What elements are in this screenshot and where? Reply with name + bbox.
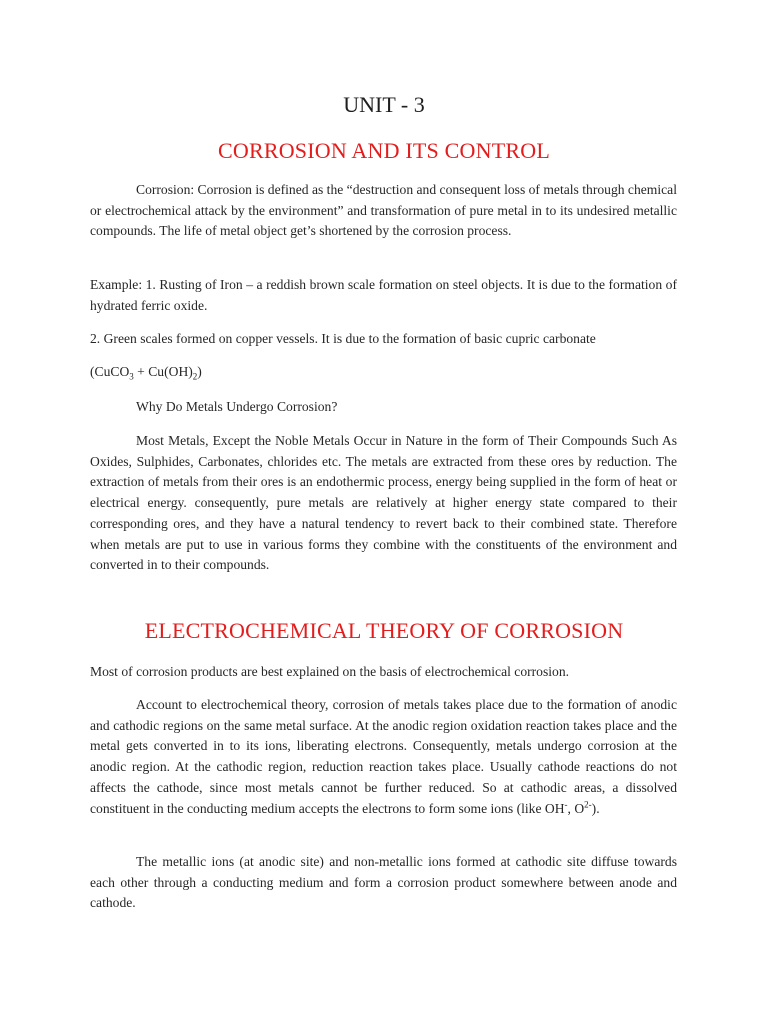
formula-subscript: 2 xyxy=(192,371,198,382)
main-heading: CORROSION AND ITS CONTROL xyxy=(218,138,550,163)
definition-paragraph: Corrosion: Corrosion is defined as the “destruction and consequent loss of metals through chemical or electrochemical attack by the environment” and transformation of pure metal in to its undesired metallic compounds. The life of metal object get’s shortened by the corrosion process. xyxy=(90,182,677,239)
theory-text: Account to electrochemical theory, corrosion of metals takes place due to the formation of anodic and cathodic regions on the same metal surface. At the anodic region oxidation reaction takes place and the metal gets converted in to its ions, liberating electrons. Consequently, metals undergo corrosion at the anodic region. At the cathodic region, reduction reaction takes place. Usually cathode reactions do not affects the cathode, since most metals cannot be further reduced. So at cathodic areas, a dissolved constituent in the conducting medium accepts the electrons to form some ions (like OH xyxy=(90,697,677,816)
chemical-formula xyxy=(90,362,677,383)
formula-part: ) xyxy=(197,364,202,379)
section-heading: ELECTROCHEMICAL THEORY OF CORROSION xyxy=(144,618,624,643)
theory-paragraph xyxy=(90,695,677,819)
formula-part: + Cu(OH) xyxy=(133,364,193,379)
ion-superscript: 2- xyxy=(584,798,592,809)
answer-paragraph: Most Metals, Except the Noble Metals Occur in Nature in the form of Their Compounds Such As Oxides, Sulphides, Carbonates, chlorides etc. The metals are extracted from these ores by reduction. The extraction of metals from their ores is an endothermic process, energy being supplied in the form of heat or electrical energy. consequently, pure metals are relatively at higher energy state compared to their corresponding ores, and they have a natural tendency to revert back to their combined state. Therefore when metals are put to use in various forms they combine with the constituents of the environment and converted in to their compounds. xyxy=(90,433,677,573)
diffusion-paragraph: The metallic ions (at anodic site) and non-metallic ions formed at cathodic site diffuse towards each other through a conducting medium and form a corrosion product somewhere between anode and cathode. xyxy=(90,854,677,911)
example-1-paragraph: Example: 1. Rusting of Iron – a reddish brown scale formation on steel objects. It is due to the formation of hydrated ferric oxide. xyxy=(90,277,677,313)
theory-close: ). xyxy=(591,800,600,816)
unit-title: UNIT - 3 xyxy=(343,92,425,117)
intro-paragraph: Most of corrosion products are best explained on the basis of electrochemical corrosion. xyxy=(90,664,570,679)
formula-subscript: 3 xyxy=(129,371,134,382)
formula-part: (CuCO xyxy=(90,364,130,379)
example-2-paragraph: 2. Green scales formed on copper vessels. It is due to the formation of basic cupric carbonate xyxy=(90,331,596,346)
ion-superscript: - xyxy=(564,798,568,809)
question-line: Why Do Metals Undergo Corrosion? xyxy=(136,399,338,414)
theory-separator: , O xyxy=(567,800,585,816)
